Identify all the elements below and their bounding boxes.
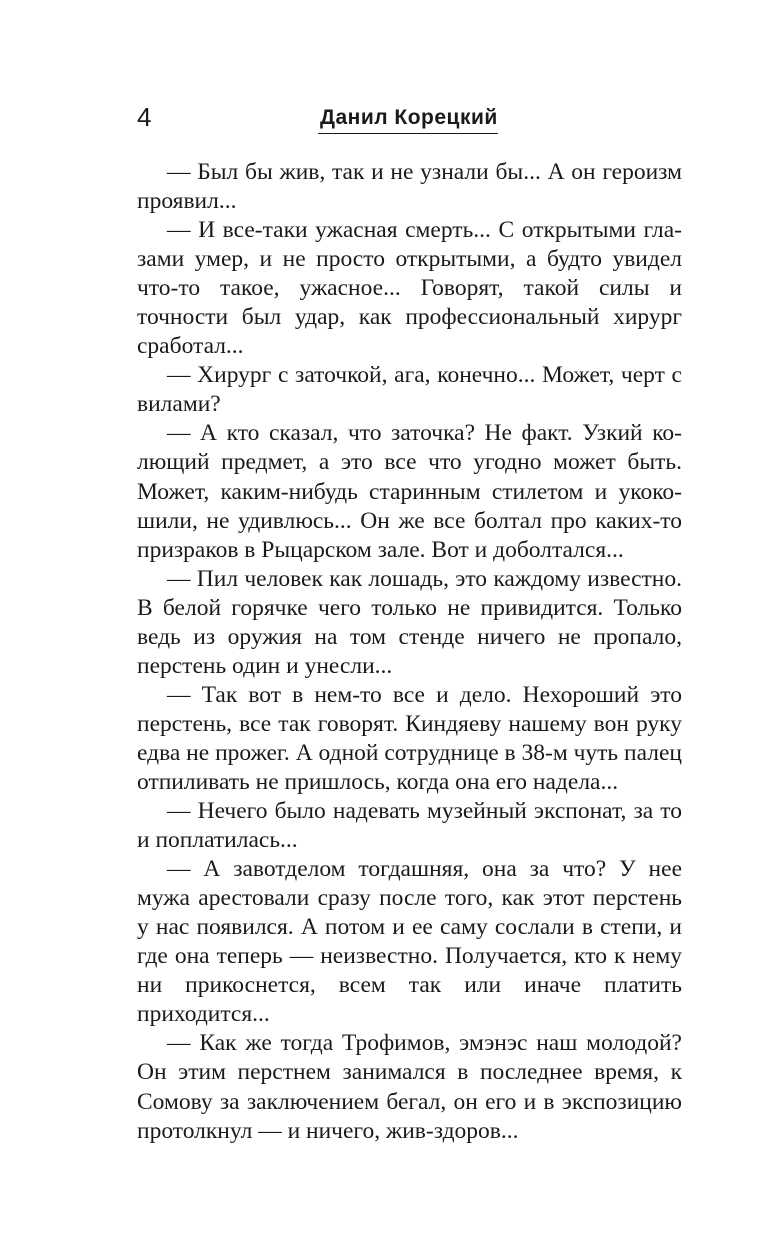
paragraph-6: — Так вот в нем-то все и дело. Нехороший это перстень, все так говорят. Киндяеву нашему вон руку едва не прожег. А одной сотруднице в 38-м чуть палец отпиливать не пришлось, когда она его надела... [137, 681, 682, 795]
paragraph-8: — А завотделом тогдашняя, она за что? У нее мужа арестовали сразу после того, как этот перстень у нас появился. А потом и ее саму сослали в степи, и где она теперь — неизвестно. Получается, кто к нему ни прикоснется, всем так или иначе платить приходится... [137, 856, 682, 1028]
paragraph-2: — И все-таки ужасная смерть... С открытыми глазами умер, и не просто открытыми, а будто увидел что-то такое, ужасное... Говорят, такой силы и точности был удар, как профессиональный хирург сработал... [137, 217, 682, 360]
paragraph-1: — Был бы жив, так и не узнали бы... А он героизм проявил... [137, 159, 682, 215]
book-author: Данил Корецкий [320, 106, 498, 129]
page-number: 4 [137, 102, 152, 132]
paragraph-7: — Нечего было надевать музейный экспонат, за то и поплатилась... [137, 798, 682, 854]
header-rule [318, 133, 498, 134]
paragraph-9: — Как же тогда Трофимов, эмэнэс наш молодой? Он этим перстнем занимался в последнее время, к Сомову за заключением бегал, он его и в экспозицию протолкнул — и ничего, жив-здоров... [137, 1030, 682, 1144]
text-body [137, 158, 682, 1146]
paragraph-4: — А кто сказал, что заточка? Не факт. Узкий колющий предмет, а это все что угодно может быть. Может, каким-нибудь старинным стилетом и укокошили, не удивлюсь... Он же все болтал про каких-то призраков в Рыцарском зале. Вот и доболтался... [137, 420, 682, 563]
paragraph-5: — Пил человек как лошадь, это каждому известно. В белой горячке чего только не привидится. Только ведь из оружия на том стенде ничего не пропало, перстень один и унесли... [137, 565, 682, 679]
running-head [137, 100, 682, 140]
paragraph-3: — Хирург с заточкой, ага, конечно... Может, черт с вилами? [137, 362, 682, 418]
